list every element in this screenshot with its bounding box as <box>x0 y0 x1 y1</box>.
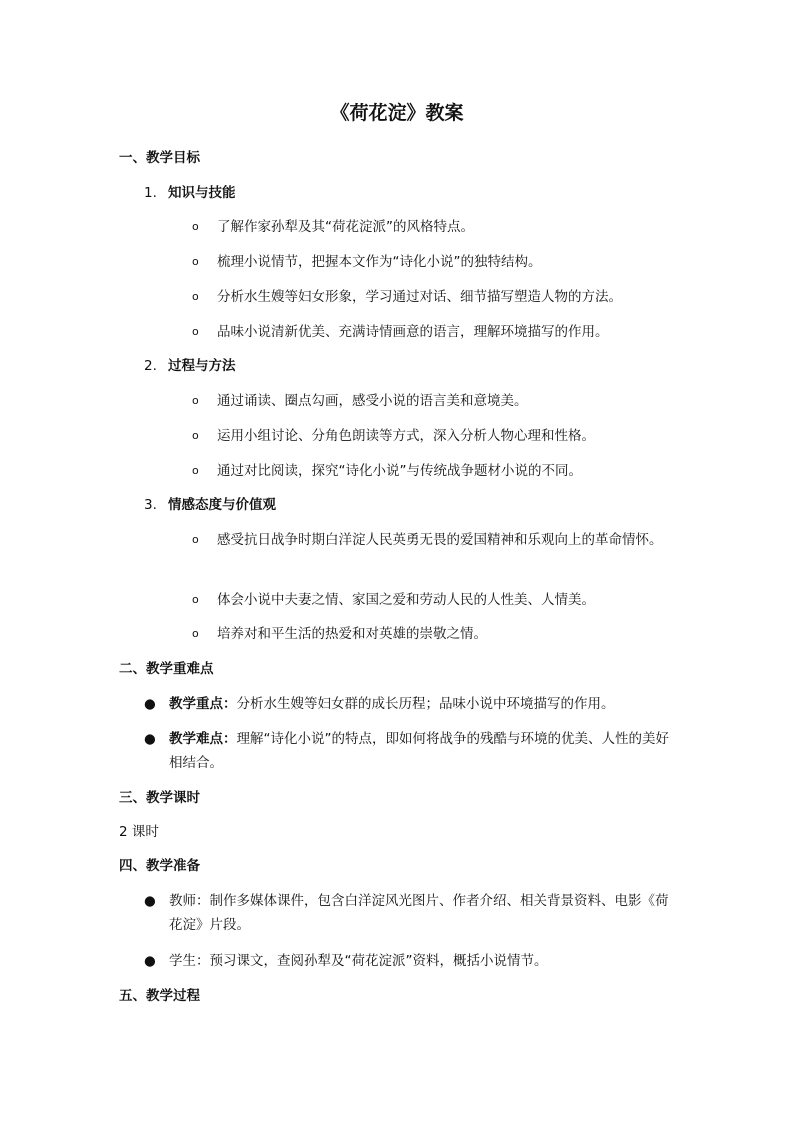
subsection-label: 知识与技能 <box>168 185 236 201</box>
list-marker: o <box>192 394 199 407</box>
list-item <box>144 727 674 775</box>
list-item-label: 教学难点： <box>169 731 237 747</box>
list-item <box>144 889 674 937</box>
list-item-text: 分析水生嫂等妇女形象，学习通过对话、细节描写塑造人物的方法。 <box>217 289 622 305</box>
list-item-label: 教师： <box>169 893 210 909</box>
bullet-marker: ● <box>144 893 156 909</box>
list-item-text: 通过对比阅读，探究“诗化小说”与传统战争题材小说的不同。 <box>217 463 582 479</box>
section-heading-process: 五、教学过程 <box>119 988 200 1004</box>
subsection-label: 情感态度与价值观 <box>168 497 276 513</box>
list-item-text: 体会小说中夫妻之情、家国之爱和劳动人民的人性美、人情美。 <box>217 592 595 608</box>
list-marker: o <box>192 533 199 546</box>
list-item-text: 梳理小说情节，把握本文作为“诗化小说”的独特结构。 <box>217 254 542 270</box>
subsection-process <box>144 356 236 376</box>
section-heading-periods: 三、教学课时 <box>119 790 200 806</box>
periods-text: 2 课时 <box>119 824 159 840</box>
list-item <box>192 285 682 309</box>
list-item <box>192 215 682 239</box>
list-item-label: 教学重点： <box>169 696 237 712</box>
bullet-marker: ● <box>144 731 156 747</box>
list-item-body: 预习课文，查阅孙犁及“荷花淀派”资料，概括小说情节。 <box>209 953 548 969</box>
list-item <box>192 588 682 612</box>
list-item-body: 分析水生嫂等妇女群的成长历程；品味小说中环境描写的作用。 <box>236 696 615 712</box>
document-title: 《荷花淀》教案 <box>330 102 464 124</box>
subsection-number: 3. <box>144 497 157 513</box>
list-marker: o <box>192 593 199 606</box>
list-marker: o <box>192 429 199 442</box>
list-item <box>192 389 682 413</box>
list-item <box>192 459 682 483</box>
list-item-text <box>144 692 674 716</box>
list-item <box>144 949 674 973</box>
list-item-text <box>144 889 674 937</box>
list-item-text: 通过诵读、圈点勾画，感受小说的语言美和意境美。 <box>217 393 528 409</box>
bullet-marker: ● <box>144 953 156 969</box>
list-marker: o <box>192 290 199 303</box>
list-item-text: 品味小说清新优美、充满诗情画意的语言，理解环境描写的作用。 <box>217 324 609 340</box>
list-item <box>192 424 682 448</box>
list-item-text <box>144 727 674 775</box>
list-item-text: 了解作家孙犁及其“荷花淀派”的风格特点。 <box>217 219 474 235</box>
list-item-label: 学生： <box>169 953 210 969</box>
list-marker: o <box>192 627 199 640</box>
list-marker: o <box>192 220 199 233</box>
list-item-text: 感受抗日战争时期白洋淀人民英勇无畏的爱国精神和乐观向上的革命情怀。 <box>217 532 663 548</box>
list-item <box>192 250 682 274</box>
subsection-values <box>144 495 276 515</box>
list-item-body: 理解“诗化小说”的特点，即如何将战争的残酷与环境的优美、人性的美好相结合。 <box>169 731 669 771</box>
list-item <box>192 528 682 552</box>
section-heading-objectives: 一、教学目标 <box>119 150 200 166</box>
list-item-text: 培养对和平生活的热爱和对英雄的崇敬之情。 <box>217 626 487 642</box>
list-marker: o <box>192 464 199 477</box>
list-item <box>192 320 682 344</box>
section-heading-preparation: 四、教学准备 <box>119 858 200 874</box>
list-marker: o <box>192 325 199 338</box>
list-item-text: 运用小组讨论、分角色朗读等方式，深入分析人物心理和性格。 <box>217 428 595 444</box>
section-heading-key-points: 二、教学重难点 <box>119 661 214 677</box>
list-item-body: 制作多媒体课件，包含白洋淀风光图片、作者介绍、相关背景资料、电影《荷花淀》片段。 <box>169 893 669 933</box>
list-item <box>144 692 674 716</box>
subsection-number: 2. <box>144 358 157 374</box>
list-item <box>192 622 682 646</box>
subsection-label: 过程与方法 <box>168 358 236 374</box>
list-marker: o <box>192 255 199 268</box>
subsection-number: 1. <box>144 185 157 201</box>
subsection-knowledge <box>144 183 236 203</box>
list-item-text <box>144 949 674 973</box>
bullet-marker: ● <box>144 696 156 712</box>
